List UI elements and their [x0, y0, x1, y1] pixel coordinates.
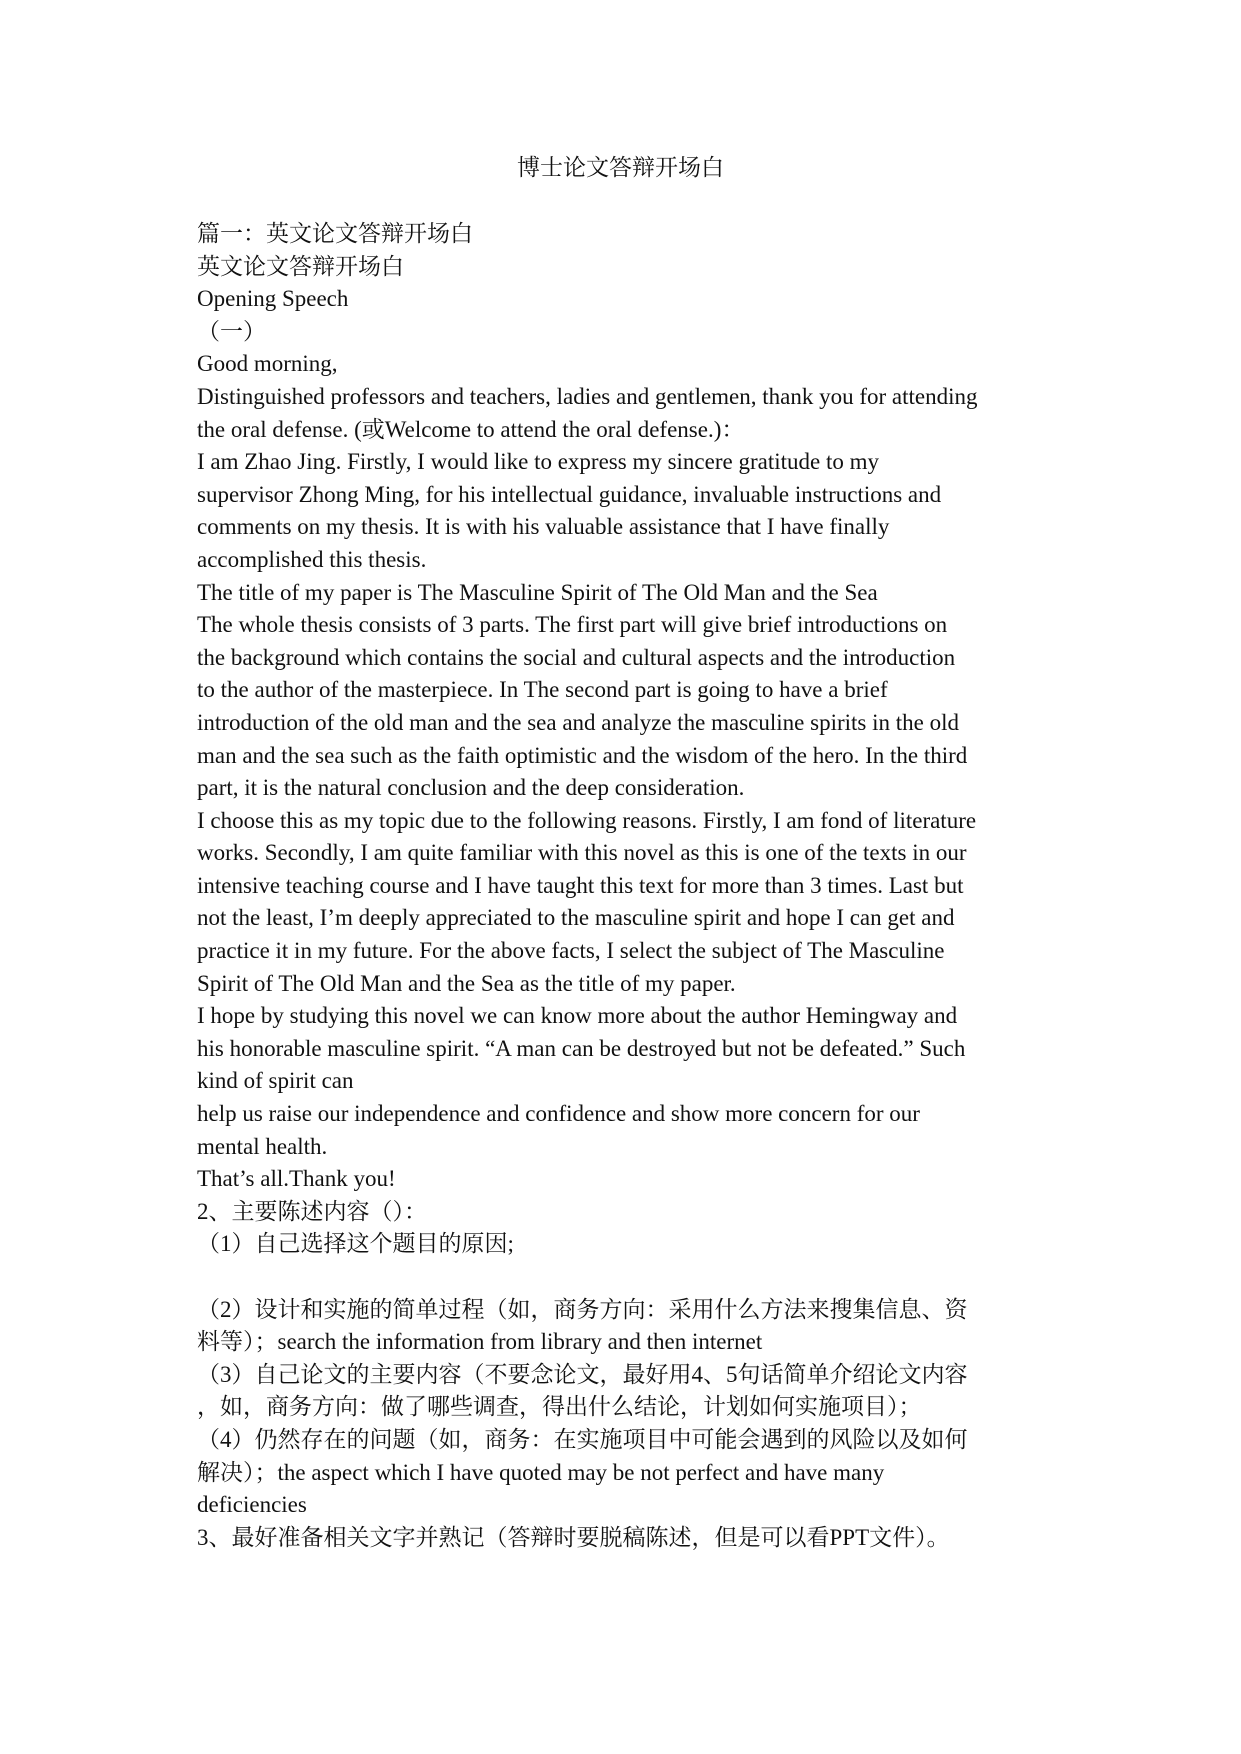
text-line: part, it is the natural conclusion and the deep consideration. — [197, 775, 745, 801]
text-line: accomplished this thesis. — [197, 546, 427, 572]
text-line: （4）仍然存在的问题（如，商务：在实施项目中可能会遇到的风险以及如何 — [197, 1426, 968, 1452]
text-line: The title of my paper is The Masculine Spirit of The Old Man and the Sea — [197, 579, 878, 605]
text-line: intensive teaching course and I have taught this text for more than 3 times. Last but — [197, 872, 964, 898]
text-line: the background which contains the social and cultural aspects and the introduction — [197, 644, 956, 670]
text-line: help us raise our independence and confidence and show more concern for our — [197, 1101, 920, 1127]
text-line: （3）自己论文的主要内容（不要念论文，最好用4、5句话简单介绍论文内容 — [197, 1361, 968, 1387]
text-line: 解决）；the aspect which I have quoted may be not perfect and have many — [197, 1459, 885, 1485]
text-line: 2、主要陈述内容（）： — [197, 1198, 427, 1224]
text-line: works. Secondly, I am quite familiar with this novel as this is one of the texts in our — [197, 840, 967, 866]
text-line: （2）设计和实施的简单过程（如，商务方向：采用什么方法来搜集信息、资 — [197, 1296, 968, 1322]
text-line: 料等）；search the information from library and then internet — [197, 1329, 763, 1355]
text-line: his honorable masculine spirit. “A man can be destroyed but not be defeated.” Such — [197, 1035, 966, 1061]
text-line: kind of spirit can — [197, 1068, 354, 1094]
text-line: （一） — [197, 318, 266, 344]
text-line: Good morning, — [197, 351, 338, 377]
text-line: introduction of the old man and the sea and analyze the masculine spirits in the old — [197, 709, 959, 735]
text-line: practice it in my future. For the above facts, I select the subject of The Masculine — [197, 938, 945, 964]
text-line: to the author of the masterpiece. In The second part is going to have a brief — [197, 677, 888, 703]
text-line: Distinguished professors and teachers, ladies and gentlemen, thank you for attending — [197, 383, 978, 409]
text-line: deficiencies — [197, 1492, 307, 1518]
text-line: man and the sea such as the faith optimistic and the wisdom of the hero. In the third — [197, 742, 968, 768]
text-line: I choose this as my topic due to the following reasons. Firstly, I am fond of literature — [197, 807, 977, 833]
text-line: comments on my thesis. It is with his valuable assistance that I have finally — [197, 514, 890, 540]
text-line: I hope by studying this novel we can know more about the author Hemingway and — [197, 1003, 958, 1029]
text-line: That’s all.Thank you! — [197, 1166, 396, 1192]
text-line: Spirit of The Old Man and the Sea as the title of my paper. — [197, 970, 736, 996]
text-line: 英文论文答辩开场白 — [197, 253, 404, 279]
text-line: the oral defense. (或Welcome to attend the oral defense.)： — [197, 416, 745, 442]
text-line: mental health. — [197, 1133, 328, 1159]
blank-line — [197, 1261, 1057, 1294]
text-line: 篇一：英文论文答辩开场白 — [197, 221, 473, 246]
text-line: ，如，商务方向：做了哪些调查，得出什么结论，计划如何实施项目）； — [197, 1394, 922, 1420]
text-line: The whole thesis consists of 3 parts. The first part will give brief introductions on — [197, 612, 948, 638]
document-body — [197, 218, 1057, 1554]
text-line: Opening Speech — [197, 286, 349, 312]
document-title: 博士论文答辩开场白 — [517, 155, 724, 181]
text-line: 3、最好准备相关文字并熟记（答辩时要脱稿陈述，但是可以看PPT文件）。 — [197, 1524, 950, 1550]
text-line: （1）自己选择这个题目的原因; — [197, 1231, 514, 1257]
text-line: I am Zhao Jing. Firstly, I would like to express my sincere gratitude to my — [197, 449, 879, 475]
text-line: not the least, I’m deeply appreciated to the masculine spirit and hope I can get and — [197, 905, 955, 931]
text-line: supervisor Zhong Ming, for his intellectual guidance, invaluable instructions and — [197, 481, 942, 507]
